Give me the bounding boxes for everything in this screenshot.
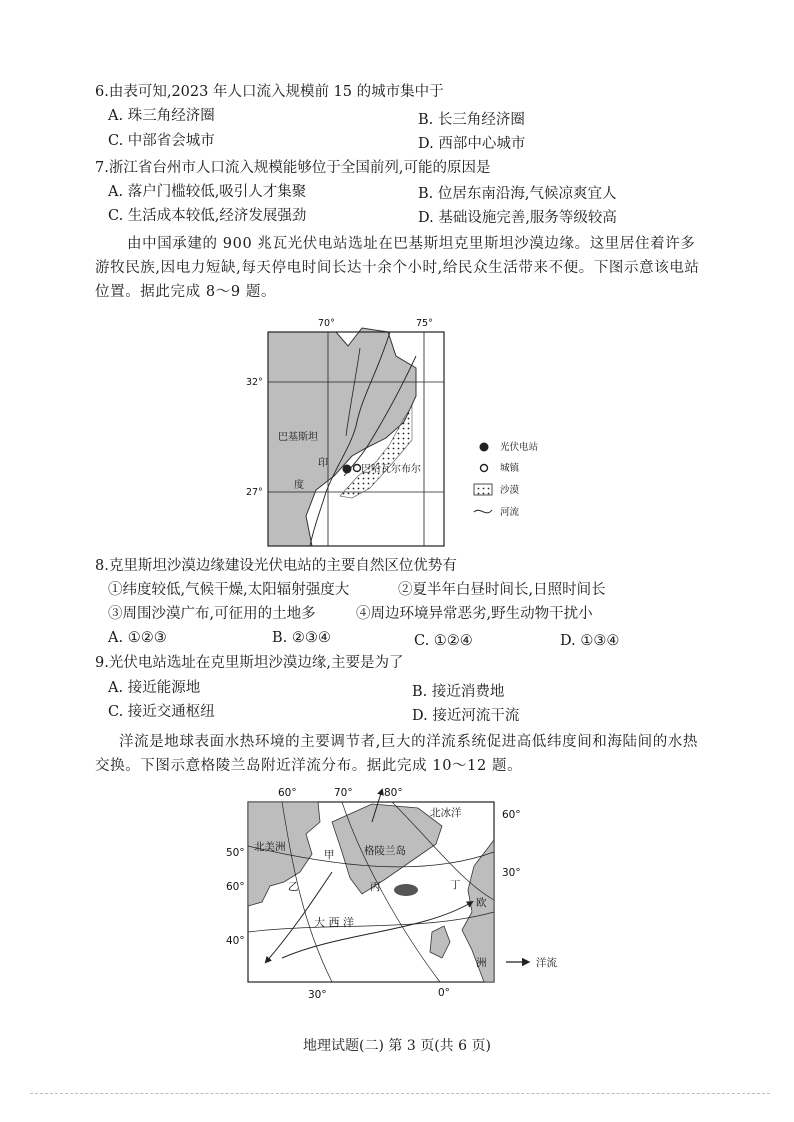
pv-station-marker — [343, 465, 352, 474]
europe-label-1: 欧 — [476, 897, 487, 909]
lon-label-75: 75° — [416, 318, 433, 329]
europe-label-2: 洲 — [476, 957, 487, 969]
country-label-pakistan: 巴基斯坦 — [278, 432, 318, 443]
lat-label-left-50: 50° — [226, 847, 245, 859]
page-footer: 地理试题(二) 第 3 页(共 6 页) — [303, 1038, 491, 1054]
q6-option-d[interactable]: D. 西部中心城市 — [418, 136, 526, 152]
label-yi: 乙 — [288, 881, 299, 893]
label-bing: 丙 — [370, 881, 381, 893]
legend-town-icon — [481, 465, 488, 472]
lat-label-right-60: 60° — [502, 809, 521, 821]
q8-item-2: ②夏半年白昼时间长,日照时间长 — [398, 582, 606, 598]
q9-option-d[interactable]: D. 接近河流干流 — [412, 708, 520, 724]
intro-paragraph-pv: 由中国承建的 900 兆瓦光伏电站选址在巴基斯坦克里斯坦沙漠边缘。这里居住着许多游牧民族,因电力短缺,每天停电时间长达十余个小时,给民众生活带来不便。下图示意该电站位置。据此完成 8～9 题。 — [95, 236, 700, 300]
lon-label-top-70: 70° — [334, 787, 353, 799]
lon-label-top-80: 80° — [384, 787, 403, 799]
neighbor-label-1: 印 — [318, 458, 328, 469]
lon-label-bottom-0: 0° — [438, 987, 450, 999]
q8-option-b[interactable]: B. ②③④ — [272, 630, 331, 646]
q8-item-1: ①纬度较低,气候干燥,太阳辐射强度大 — [108, 582, 350, 598]
legend-pv-icon — [480, 443, 489, 452]
q8-stem: 8.克里斯坦沙漠边缘建设光伏电站的主要自然区位优势有 — [95, 558, 457, 574]
lon-label-top-60: 60° — [278, 787, 297, 799]
legend-pv-label: 光伏电站 — [500, 442, 539, 453]
q8-option-a[interactable]: A. ①②③ — [108, 630, 167, 646]
legend-desert-icon — [474, 484, 492, 495]
iceland-island — [394, 884, 418, 896]
q9-stem: 9.光伏电站选址在克里斯坦沙漠边缘,主要是为了 — [95, 655, 404, 671]
legend-river-label: 河流 — [500, 507, 520, 518]
lon-label-70: 70° — [318, 318, 335, 329]
label-ding: 丁 — [450, 879, 461, 891]
map-ocean-currents — [222, 782, 602, 1002]
north-america-label: 北美洲 — [254, 841, 286, 853]
q7-option-c[interactable]: C. 生活成本较低,经济发展强劲 — [108, 208, 307, 224]
town-marker — [354, 465, 361, 472]
q8-item-4: ④周边环境异常恶劣,野生动物干扰小 — [356, 606, 593, 622]
label-jia: 甲 — [324, 849, 335, 861]
legend-river-icon — [474, 510, 492, 513]
map-pv-station — [246, 316, 596, 546]
lat-label-32: 32° — [246, 377, 263, 388]
bottom-divider — [30, 1093, 770, 1094]
lat-label-right-30: 30° — [502, 867, 521, 879]
q9-option-b[interactable]: B. 接近消费地 — [412, 684, 505, 700]
q6-option-b[interactable]: B. 长三角经济圈 — [418, 112, 525, 128]
legend-desert-label: 沙漠 — [500, 485, 520, 496]
q7-stem: 7.浙江省台州市人口流入规模能够位于全国前列,可能的原因是 — [95, 160, 491, 176]
lat-label-27: 27° — [246, 487, 263, 498]
neighbor-label-2: 度 — [294, 480, 304, 491]
q7-option-a[interactable]: A. 落户门槛较低,吸引人才集聚 — [108, 184, 307, 200]
q6-option-c[interactable]: C. 中部省会城市 — [108, 133, 215, 149]
atlantic-label: 大 西 洋 — [314, 916, 354, 929]
q6-stem: 6.由表可知,2023 年人口流入规模前 15 的城市集中于 — [95, 84, 444, 100]
map-legend — [474, 441, 539, 518]
legend-current-label: 洋流 — [536, 957, 557, 969]
lat-label-left-60: 60° — [226, 881, 245, 893]
q6-option-a[interactable]: A. 珠三角经济圈 — [108, 108, 215, 124]
q8-option-d[interactable]: D. ①③④ — [560, 633, 620, 649]
intro-paragraph-currents: 洋流是地球表面水热环境的主要调节者,巨大的洋流系统促进高低纬度间和海陆间的水热交换。下图示意格陵兰岛附近洋流分布。据此完成 10～12 题。 — [95, 734, 699, 774]
q9-option-a[interactable]: A. 接近能源地 — [108, 680, 201, 696]
q9-option-c[interactable]: C. 接近交通枢纽 — [108, 704, 215, 720]
q8-item-3: ③周围沙漠广布,可征用的土地多 — [108, 606, 316, 622]
lon-label-bottom-30: 30° — [308, 989, 327, 1001]
lat-label-left-40: 40° — [226, 935, 245, 947]
greenland-label: 格陵兰岛 — [364, 845, 406, 857]
arctic-ocean-label: 北冰洋 — [430, 807, 462, 819]
q7-option-d[interactable]: D. 基础设施完善,服务等级较高 — [418, 210, 617, 226]
q8-option-c[interactable]: C. ①②④ — [414, 633, 473, 649]
q7-option-b[interactable]: B. 位居东南沿海,气候凉爽宜人 — [418, 186, 617, 202]
city-label: 巴哈瓦尔布尔 — [361, 464, 421, 475]
legend-town-label: 城镇 — [500, 463, 520, 474]
